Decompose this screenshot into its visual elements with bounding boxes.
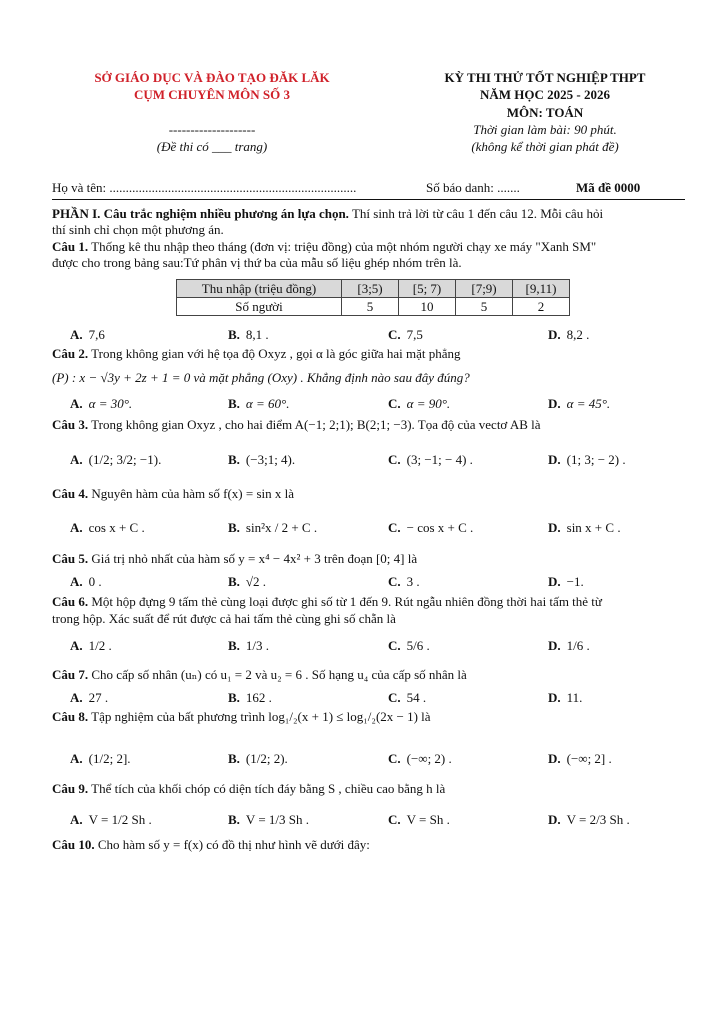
- department-name: SỞ GIÁO DỤC VÀ ĐÀO TẠO ĐĂK LĂK: [94, 70, 330, 85]
- question-2: [52, 346, 685, 362]
- question-1-text-cont: được cho trong bảng sau:Tứ phân vị thứ ba của mẫu số liệu ghép nhóm trên là.: [52, 255, 462, 270]
- option-c[interactable]: C. 54 .: [388, 690, 427, 705]
- option-d[interactable]: D. sin x + C .: [548, 520, 621, 535]
- question-5-label: Câu 5.: [52, 551, 89, 566]
- question-9: [52, 781, 685, 797]
- option-d[interactable]: D. −1.: [548, 574, 584, 589]
- part1-instruction: Thí sinh trả lời từ câu 1 đến câu 12. Mỗi câu hỏi: [348, 206, 604, 221]
- question-1-label: Câu 1.: [52, 239, 89, 254]
- page-count-note: (Đề thi có ___ trang): [156, 139, 268, 154]
- option-c[interactable]: C. (−∞; 2) .: [388, 751, 452, 766]
- header-divider: [52, 199, 685, 200]
- option-c[interactable]: C. V = Sh .: [388, 812, 450, 827]
- question-9-text: Thể tích của khối chóp có diện tích đáy bằng S , chiều cao bằng h là: [88, 781, 446, 796]
- exam-duration: Thời gian làm bài: 90 phút.: [473, 122, 617, 137]
- option-d[interactable]: D. (−∞; 2] .: [548, 751, 612, 766]
- question-1: [52, 239, 685, 255]
- question-5-text: Giá trị nhỏ nhất của hàm số y = x⁴ − 4x² + 3 trên đoạn [0; 4] là: [88, 551, 418, 566]
- option-b[interactable]: B. 162 .: [228, 690, 272, 705]
- question-10: [52, 837, 685, 853]
- option-b[interactable]: B. 8,1 .: [228, 327, 269, 342]
- table-cell: 10: [399, 298, 456, 316]
- question-8-options: [52, 751, 685, 773]
- table-cell: [5; 7): [399, 280, 456, 298]
- cluster-name: CỤM CHUYÊN MÔN SỐ 3: [134, 87, 290, 102]
- duration-note: (không kể thời gian phát đề): [471, 139, 619, 154]
- question-4-text: Nguyên hàm của hàm số f(x) = sin x là: [88, 486, 295, 501]
- option-a[interactable]: A. (1/2; 3/2; −1).: [70, 452, 162, 467]
- option-c[interactable]: C. α = 90°.: [388, 396, 451, 411]
- question-4: [52, 486, 685, 502]
- question-2-text: Trong không gian với hệ tọa độ Oxyz , gọi α là góc giữa hai mặt phẳng: [88, 346, 461, 361]
- exam-code: Mã đề 0000: [576, 180, 641, 195]
- table-cell: 5: [456, 298, 513, 316]
- exam-title: KỲ THI THỬ TỐT NGHIỆP THPT: [444, 70, 646, 85]
- option-c[interactable]: C. (3; −1; − 4) .: [388, 452, 473, 467]
- question-4-label: Câu 4.: [52, 486, 89, 501]
- candidate-id-field: Số báo danh: .......: [426, 180, 520, 195]
- question-8-label: Câu 8.: [52, 709, 89, 724]
- option-a[interactable]: A. 0 .: [70, 574, 102, 589]
- option-b[interactable]: B. 1/3 .: [228, 638, 270, 653]
- option-d[interactable]: D. α = 45°.: [548, 396, 611, 411]
- option-a[interactable]: A. 7,6: [70, 327, 105, 342]
- option-b[interactable]: B. (1/2; 2).: [228, 751, 288, 766]
- subject: MÔN: TOÁN: [506, 105, 584, 120]
- option-c[interactable]: C. − cos x + C .: [388, 520, 474, 535]
- option-a[interactable]: A. 1/2 .: [70, 638, 112, 653]
- question-5-options: [52, 574, 685, 596]
- option-c[interactable]: C. 7,5: [388, 327, 423, 342]
- option-c[interactable]: C. 3 .: [388, 574, 420, 589]
- table-cell: Số người: [177, 298, 342, 316]
- table-cell: [7;9): [456, 280, 513, 298]
- question-7-label: Câu 7.: [52, 667, 89, 682]
- income-table-row: [177, 298, 570, 316]
- option-b[interactable]: B. sin²x / 2 + C .: [228, 520, 318, 535]
- option-d[interactable]: D. 1/6 .: [548, 638, 590, 653]
- option-a[interactable]: A. 27 .: [70, 690, 109, 705]
- option-a[interactable]: A. (1/2; 2].: [70, 751, 131, 766]
- option-a[interactable]: A. cos x + C .: [70, 520, 145, 535]
- table-cell: [3;5): [342, 280, 399, 298]
- question-1-text: Thống kê thu nhập theo tháng (đơn vị: triệu đồng) của một nhóm người chạy xe máy "Xanh SM": [88, 239, 597, 254]
- question-3-label: Câu 3.: [52, 417, 89, 432]
- table-cell: 2: [513, 298, 570, 316]
- option-b[interactable]: B. α = 60°.: [228, 396, 290, 411]
- question-8-text: Tập nghiệm của bất phương trình log₁/₂(x + 1) ≤ log₁/₂(2x − 1) là: [88, 709, 431, 724]
- option-a[interactable]: A. α = 30°.: [70, 396, 133, 411]
- question-10-label: Câu 10.: [52, 837, 95, 852]
- question-3-options: [52, 452, 685, 474]
- income-table-header: [177, 280, 570, 298]
- question-9-options: [52, 812, 685, 834]
- question-10-text: Cho hàm số y = f(x) có đồ thị như hình vẽ dưới đây:: [94, 837, 370, 852]
- question-6-text: Một hộp đựng 9 tấm thẻ cùng loại được ghi số từ 1 đến 9. Rút ngẫu nhiên đồng thời hai tấm thẻ từ: [88, 594, 602, 609]
- question-3-text: Trong không gian Oxyz , cho hai điểm A(−1; 2;1); B(2;1; −3). Tọa độ của vectơ AB là: [88, 417, 541, 432]
- question-2-options: [52, 396, 685, 418]
- header-dashes: --------------------: [168, 122, 256, 137]
- question-6: [52, 594, 685, 610]
- question-6-label: Câu 6.: [52, 594, 89, 609]
- question-5: [52, 551, 685, 567]
- question-7: [52, 667, 685, 683]
- income-table: [176, 279, 570, 316]
- part1-heading: [52, 206, 685, 222]
- option-b[interactable]: B. (−3;1; 4).: [228, 452, 296, 467]
- question-6-text-cont: trong hộp. Xác suất để rút được cả hai tấm thẻ cùng ghi số chẵn là: [52, 611, 396, 626]
- candidate-name-field: Họ và tên: ............................................................................: [52, 180, 357, 195]
- part1-instruction-cont: thí sinh chỉ chọn một phương án.: [52, 222, 224, 237]
- part1-title: PHẦN I. Câu trắc nghiệm nhiều phương án lựa chọn.: [52, 206, 349, 221]
- option-b[interactable]: B. V = 1/3 Sh .: [228, 812, 309, 827]
- option-c[interactable]: C. 5/6 .: [388, 638, 430, 653]
- option-b[interactable]: B. √2 .: [228, 574, 267, 589]
- question-8: [52, 709, 685, 725]
- question-4-options: [52, 520, 685, 542]
- question-2-text-cont: (P) : x − √3y + 2z + 1 = 0 và mặt phẳng (Oxy) . Khẳng định nào sau đây đúng?: [52, 370, 470, 385]
- table-cell: Thu nhập (triệu đồng): [177, 280, 342, 298]
- option-d[interactable]: D. (1; 3; − 2) .: [548, 452, 626, 467]
- table-cell: 5: [342, 298, 399, 316]
- table-cell: [9,11): [513, 280, 570, 298]
- question-9-label: Câu 9.: [52, 781, 89, 796]
- school-year: NĂM HỌC 2025 - 2026: [480, 87, 610, 102]
- question-6-options: [52, 638, 685, 660]
- option-d[interactable]: D. 8,2 .: [548, 327, 590, 342]
- question-2-label: Câu 2.: [52, 346, 89, 361]
- option-d[interactable]: D. V = 2/3 Sh .: [548, 812, 630, 827]
- question-3: [52, 417, 685, 433]
- option-a[interactable]: A. V = 1/2 Sh .: [70, 812, 152, 827]
- question-7-text: Cho cấp số nhân (uₙ) có u₁ = 2 và u₂ = 6 . Số hạng u₄ của cấp số nhân là: [88, 667, 467, 682]
- option-d[interactable]: D. 11.: [548, 690, 583, 705]
